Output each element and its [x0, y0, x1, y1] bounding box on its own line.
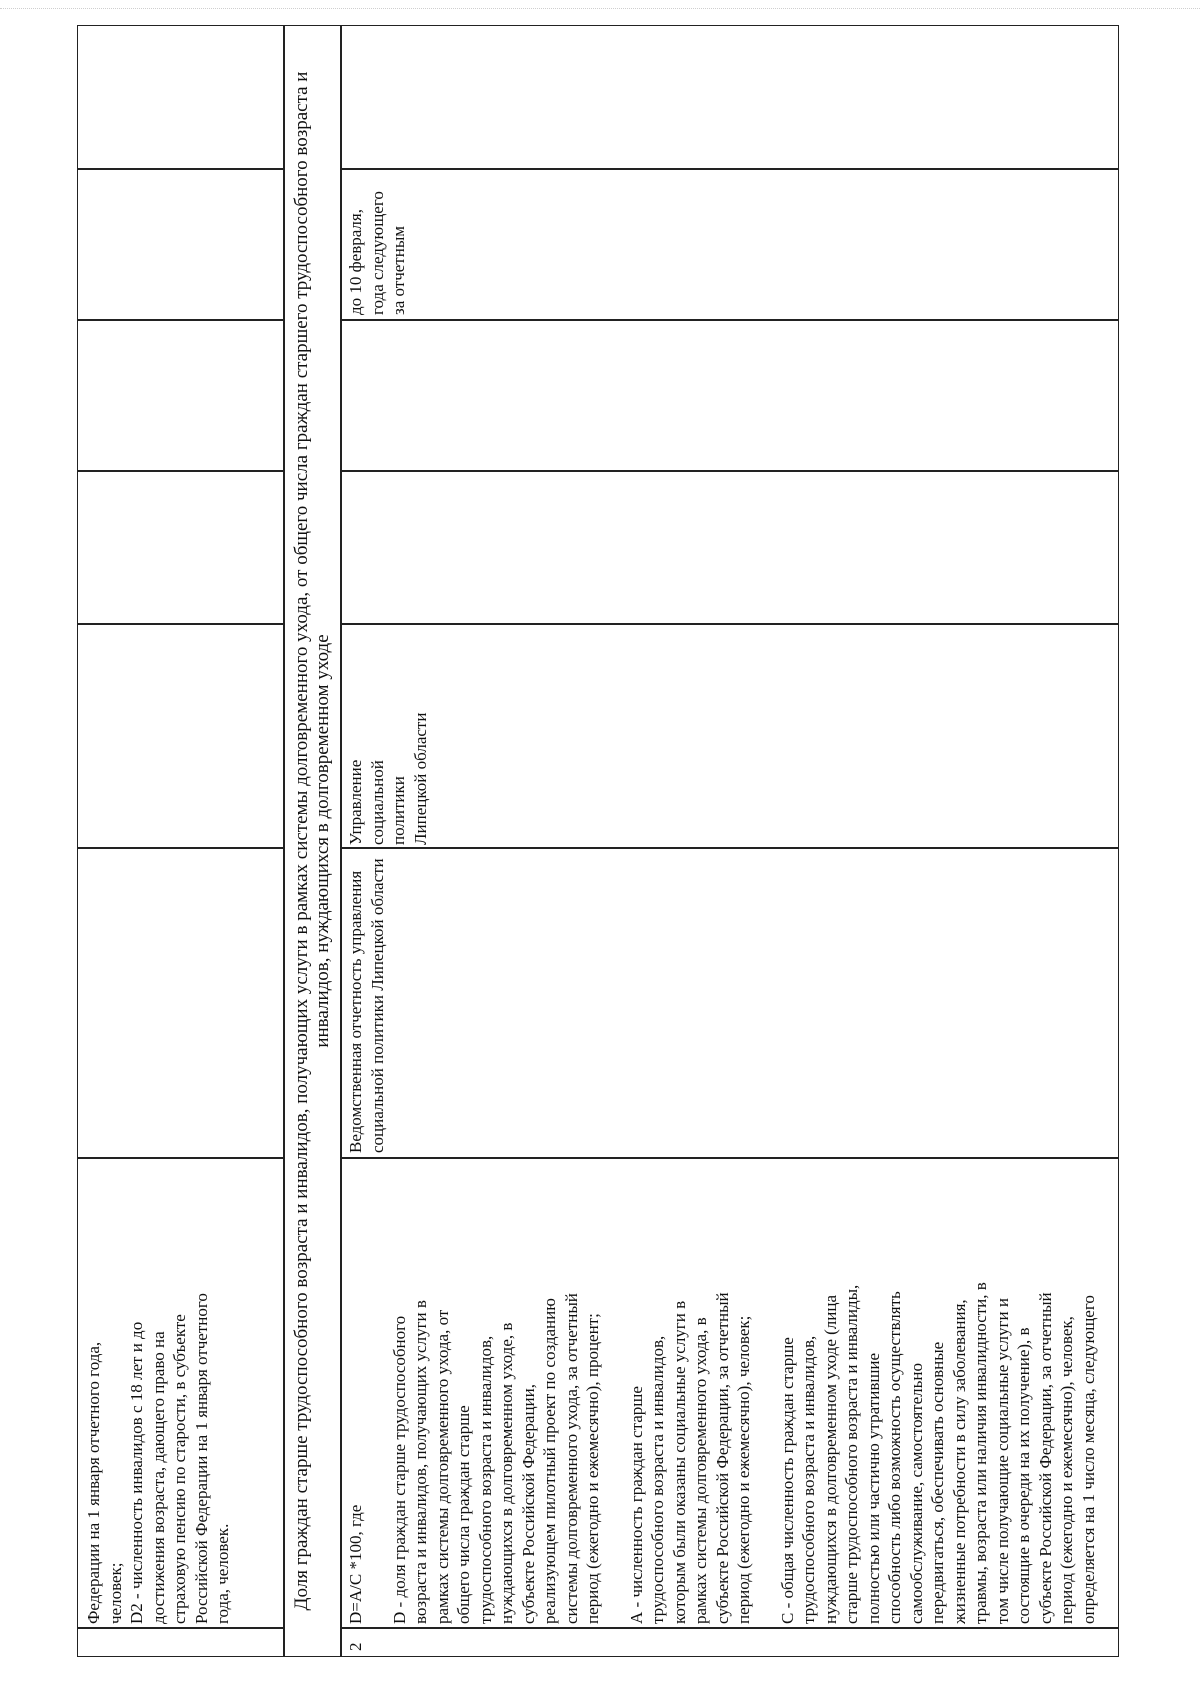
col-line-1-bottom — [340, 1628, 1119, 1630]
col-line-2-bottom — [340, 1158, 1119, 1160]
section-top-line — [283, 25, 285, 1657]
col-line-4-top — [77, 624, 283, 626]
col-line-1-top — [77, 1628, 283, 1630]
col-line-5-bottom — [340, 471, 1119, 473]
top-row-description: Федерации на 1 января отчетного года, человек; D2 - численность инвалидов с 18 лет и до достижения возраста, дающего право на страховую пенсию по старости, в субъекте Российской Федерации на 1 января отчетного года, человек. — [84, 1293, 232, 1624]
row-number: 2 — [346, 1642, 365, 1651]
formula-cell — [345, 1162, 1099, 1624]
col-line-3-top — [77, 848, 283, 850]
definition-d: D - доля граждан старше трудоспособного возраста и инвалидов, получающих услуги в рамках системы долговременного ухода, от общего числа граждан старше трудоспособного возраста и инвалидов, нуждающихся в долговременном уходе, в субъекте Российской Федерации, реализующем пилотный проект по созданию системы долговременного ухода, за отчетный период (ежегодно и ежемесячно), процент; — [389, 1293, 602, 1624]
col-line-6-top — [77, 320, 283, 322]
col-line-7-top — [77, 169, 283, 171]
col-line-2-top — [77, 1158, 283, 1160]
definition-a: А - численность граждан старше трудоспособного возраста и инвалидов, которым были оказаны социальные услуги в рамках системы долговременного ухода, в субъекте Российской Федерации, за отчетный период (ежегодно и ежемесячно), человек; — [626, 1292, 753, 1624]
col-line-5-top — [77, 471, 283, 473]
definition-c: С - общая численность граждан старше трудоспособного возраста и инвалидов, нуждающихся в долговременном уходе (лица старше трудоспособного возраста и инвалиды, полностью или частично утратившие способность либо возможность осуществлять самообслуживание, самостоятельно передвигаться, обеспечивать основные жизненные потребности в силу заболевания, травмы, возраста или наличия инвалидности, в том числе получающие социальные услуги и состоящие в очереди на их получение), в субъекте Российской Федерации, за отчетный период (ежегодно и ежемесячно), человек, определяется на 1 число месяца, следующего — [777, 1282, 1098, 1624]
col-line-3-bottom — [340, 848, 1119, 850]
page-edge-line — [0, 8, 1200, 9]
section-bottom-line — [340, 25, 342, 1657]
formula: D=A/C *100, где — [346, 1504, 365, 1624]
section-header: Доля граждан старше трудоспособного возраста и инвалидов, получающих услуги в рамках системы долговременного ухода, от общего числа граждан старшего трудоспособного возраста и инвалидов, нуждающихся в долговременном уходе — [291, 71, 333, 1611]
col-line-4-bottom — [340, 624, 1119, 626]
responsible-authority: Управление социальной политики Липецкой области — [346, 712, 430, 845]
data-source: Ведомственная отчетность управления социальной политики Липецкой области — [346, 858, 387, 1153]
reporting-deadline: до 10 февраля, года следующего за отчетным — [346, 191, 408, 315]
rotated-document-page — [77, 25, 1119, 1657]
col-line-7-bottom — [340, 169, 1119, 171]
col-line-6-bottom — [340, 320, 1119, 322]
